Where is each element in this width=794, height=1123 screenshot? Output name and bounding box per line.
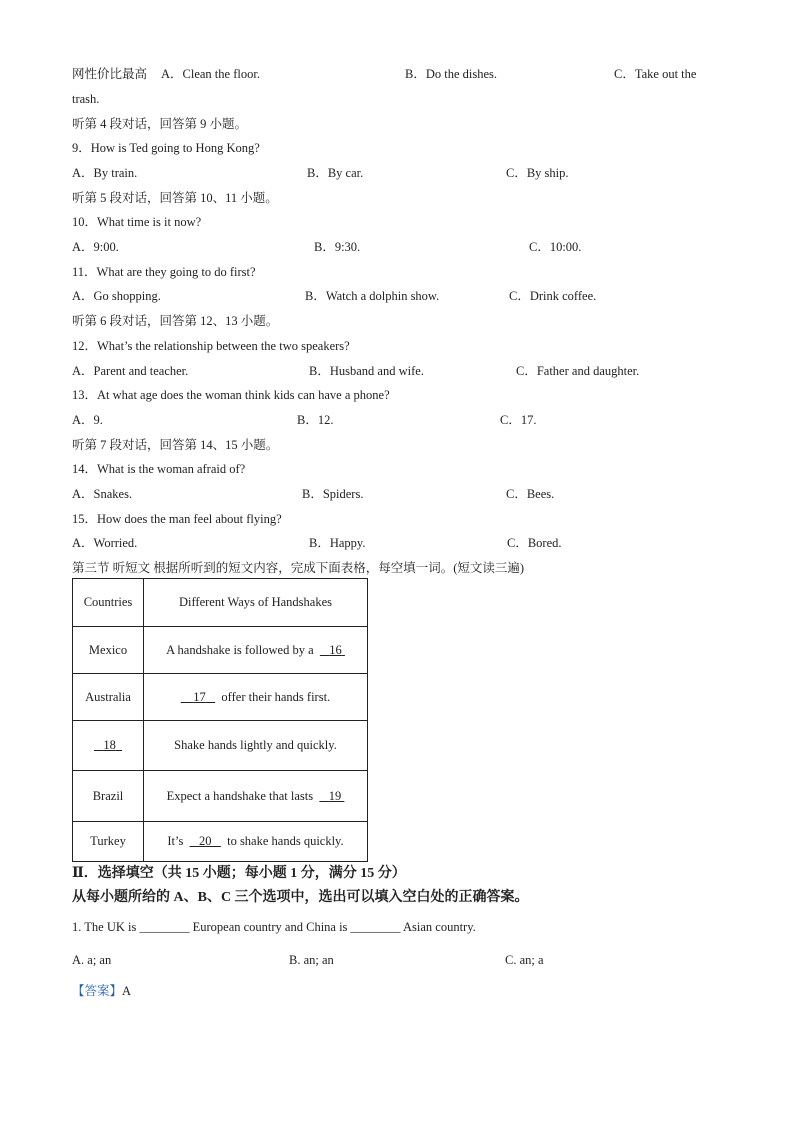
q15-option-c[interactable]: C．Bored. — [507, 536, 562, 550]
table-header-row — [73, 579, 368, 627]
description-text: Expect a handshake that lasts — [166, 788, 314, 803]
mc1-option-b[interactable]: B. an; an — [289, 953, 334, 967]
description-text: A handshake is followed by a — [166, 642, 314, 657]
q11-option-b[interactable]: B．Watch a dolphin show. — [305, 289, 440, 303]
part-2-instruction: 从每小题所给的 A、B、C 三个选项中，选出可以填入空白处的正确答案。 — [72, 890, 529, 905]
handshake-table — [72, 578, 368, 862]
q15-option-b[interactable]: B．Happy. — [309, 536, 366, 550]
blank-20[interactable]: 20 — [198, 834, 212, 848]
question-15: 15．How does the man feel about flying? — [72, 512, 282, 526]
q13-option-b[interactable]: B．12. — [297, 413, 334, 427]
description-cell — [144, 771, 368, 822]
blank-16[interactable]: 16 — [329, 642, 342, 657]
q9-option-b[interactable]: B．By car. — [307, 166, 364, 180]
answer-tag: 【答案】 — [72, 984, 123, 998]
part-3-instruction: 第三节 听短文 根据所听到的短文内容，完成下面表格，每空填一词。(短文读三遍) — [72, 561, 525, 575]
part-2-title: Ⅱ．选择填空（共 15 小题；每小题 1 分，满分 15 分） — [72, 866, 406, 881]
country-cell: Brazil — [73, 771, 144, 822]
blank-19[interactable]: 19 — [328, 788, 342, 803]
q10-option-a[interactable]: A．9:00. — [72, 240, 119, 254]
q11-option-a[interactable]: A．Go shopping. — [72, 289, 161, 303]
country-cell: Mexico — [73, 627, 144, 674]
question-11: 11．What are they going to do first? — [72, 265, 256, 279]
mc1-option-c[interactable]: C. an; a — [505, 953, 544, 967]
section-6-instruction: 听第 6 段对话，回答第 12、13 小题。 — [72, 314, 279, 328]
question-9: 9．How is Ted going to Hong Kong? — [72, 141, 260, 155]
q8-option-c[interactable]: C．Take out the — [614, 67, 697, 81]
description-text: It’s — [167, 834, 184, 848]
q15-option-a[interactable]: A．Worried. — [72, 536, 138, 550]
table-header-countries: Countries — [73, 579, 144, 627]
question-10: 10．What time is it now? — [72, 215, 202, 229]
q13-option-c[interactable]: C．17. — [500, 413, 537, 427]
mc-question-1: 1. The UK is ________ European country and China is ________ Asian country. — [72, 920, 476, 934]
description-cell — [144, 627, 368, 674]
q14-option-c[interactable]: C．Bees. — [506, 487, 555, 501]
table-row — [73, 627, 368, 674]
q12-option-c[interactable]: C．Father and daughter. — [516, 364, 640, 378]
table-row — [73, 822, 368, 862]
q9-option-a[interactable]: A．By train. — [72, 166, 138, 180]
section-4-instruction: 听第 4 段对话，回答第 9 小题。 — [72, 117, 248, 131]
section-5-instruction: 听第 5 段对话，回答第 10、11 小题。 — [72, 191, 278, 205]
description-text: offer their hands first. — [221, 689, 331, 704]
blank-17[interactable]: 17 — [193, 689, 206, 704]
blank-18[interactable]: 18 — [103, 738, 116, 752]
q10-option-b[interactable]: B．9:30. — [314, 240, 361, 254]
question-13: 13．At what age does the woman think kids can have a phone? — [72, 388, 390, 402]
description-text: to shake hands quickly. — [227, 834, 344, 848]
question-14: 14．What is the woman afraid of? — [72, 462, 246, 476]
table-row — [73, 674, 368, 721]
country-cell: Turkey — [73, 822, 144, 862]
q12-option-a[interactable]: A．Parent and teacher. — [72, 364, 189, 378]
table-header-ways: Different Ways of Handshakes — [144, 579, 368, 627]
q8-option-c-continued: trash. — [72, 92, 100, 106]
q11-option-c[interactable]: C．Drink coffee. — [509, 289, 597, 303]
q13-option-a[interactable]: A．9. — [72, 413, 103, 427]
description-cell: Shake hands lightly and quickly. — [144, 721, 368, 771]
answer-value: A — [122, 984, 132, 998]
q8-prefix: 网性价比最高 — [72, 67, 148, 81]
country-cell: Australia — [73, 674, 144, 721]
q12-option-b[interactable]: B．Husband and wife. — [309, 364, 424, 378]
description-cell — [144, 822, 368, 862]
table-row — [73, 771, 368, 822]
q8-option-b[interactable]: B．Do the dishes. — [405, 67, 498, 81]
q14-option-a[interactable]: A．Snakes. — [72, 487, 133, 501]
section-7-instruction: 听第 7 段对话，回答第 14、15 小题。 — [72, 438, 279, 452]
q14-option-b[interactable]: B．Spiders. — [302, 487, 364, 501]
q10-option-c[interactable]: C．10:00. — [529, 240, 582, 254]
country-cell — [73, 721, 144, 771]
q9-option-c[interactable]: C．By ship. — [506, 166, 569, 180]
question-12: 12．What’s the relationship between the two speakers? — [72, 339, 350, 353]
table-row — [73, 721, 368, 771]
answer-line — [72, 983, 131, 999]
mc1-option-a[interactable]: A. a; an — [72, 953, 112, 967]
description-cell — [144, 674, 368, 721]
q8-option-a[interactable]: A．Clean the floor. — [161, 67, 260, 81]
